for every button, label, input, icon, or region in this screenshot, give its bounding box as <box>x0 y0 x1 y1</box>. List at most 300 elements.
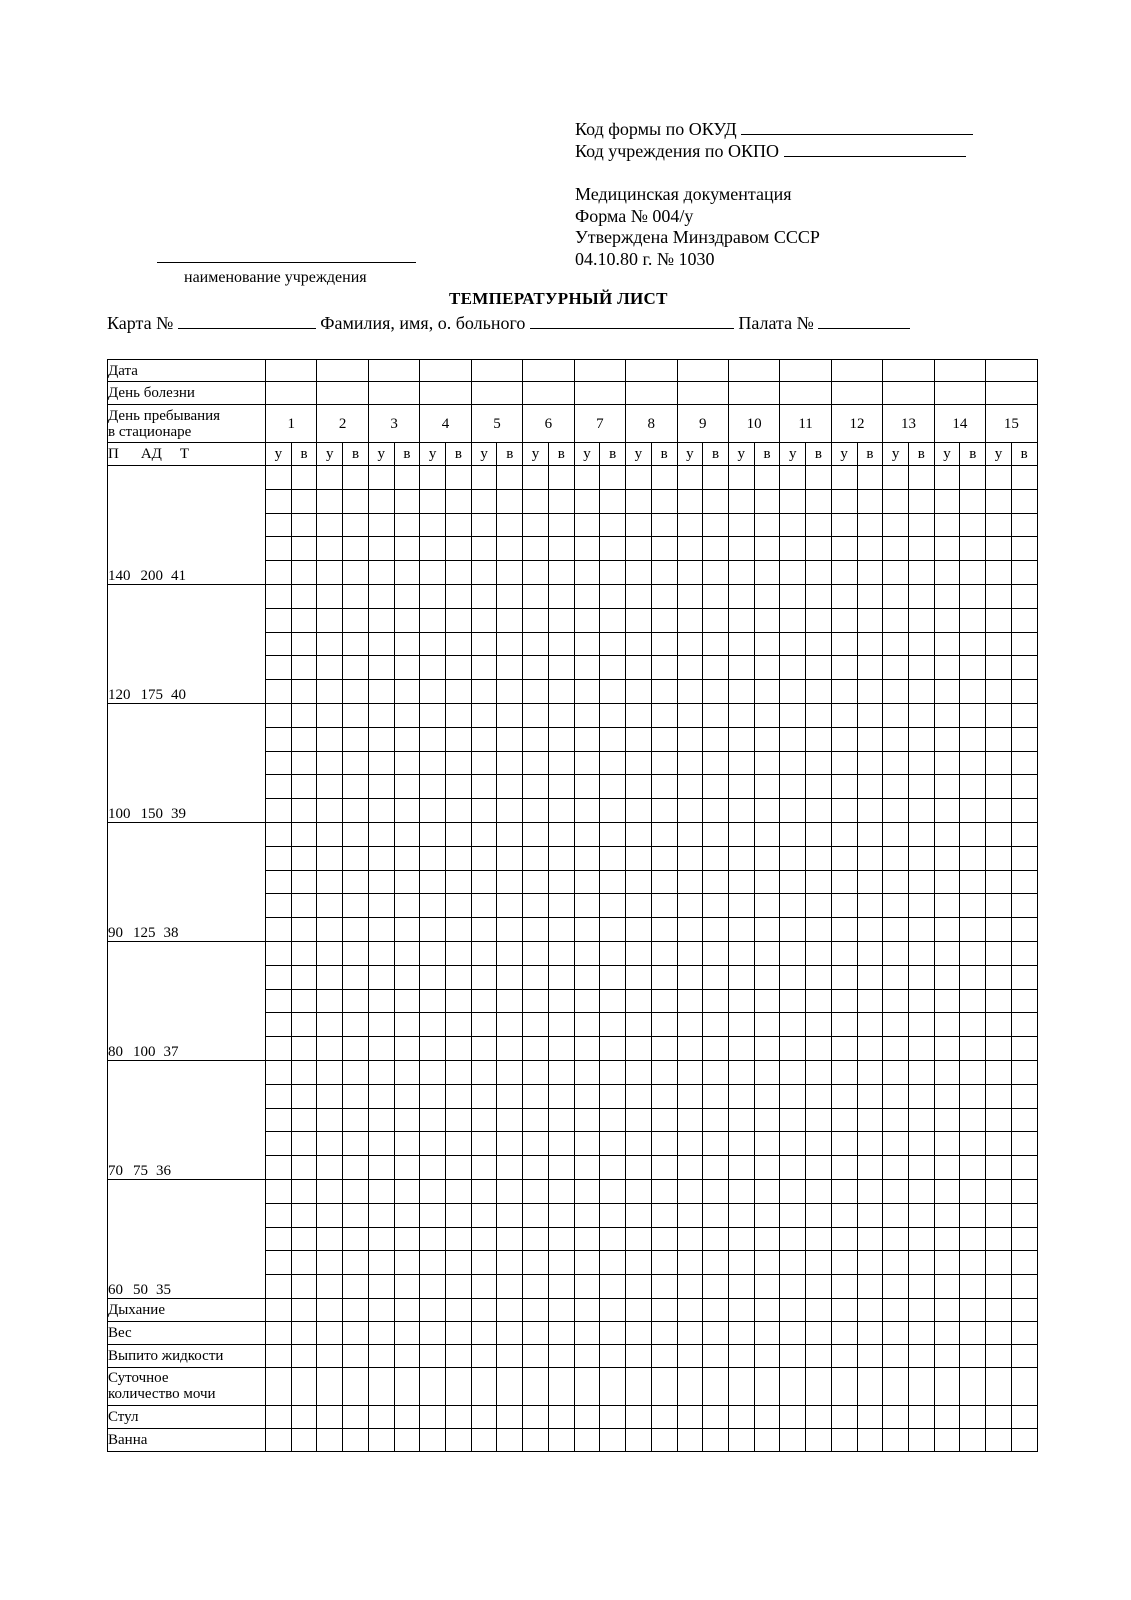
bottom-row-1-cell[interactable] <box>548 1321 574 1344</box>
bottom-row-2-cell[interactable] <box>394 1344 420 1367</box>
grid-cell[interactable] <box>420 1275 446 1299</box>
grid-cell[interactable] <box>497 870 523 894</box>
bottom-row-4-cell[interactable] <box>831 1405 857 1428</box>
grid-cell[interactable] <box>831 1084 857 1108</box>
bottom-row-1-cell[interactable] <box>831 1321 857 1344</box>
grid-cell[interactable] <box>574 680 600 704</box>
grid-cell[interactable] <box>600 608 626 632</box>
grid-cell[interactable] <box>523 965 549 989</box>
grid-cell[interactable] <box>1011 703 1037 727</box>
bottom-row-3-cell[interactable] <box>394 1367 420 1405</box>
grid-cell[interactable] <box>986 466 1012 490</box>
grid-cell[interactable] <box>831 656 857 680</box>
grid-cell[interactable] <box>523 799 549 823</box>
grid-cell[interactable] <box>651 703 677 727</box>
bottom-row-4-cell[interactable] <box>266 1405 292 1428</box>
grid-cell[interactable] <box>446 1084 472 1108</box>
grid-cell[interactable] <box>446 703 472 727</box>
grid-cell[interactable] <box>651 918 677 942</box>
grid-cell[interactable] <box>343 1037 369 1061</box>
grid-cell[interactable] <box>548 727 574 751</box>
grid-cell[interactable] <box>574 1179 600 1203</box>
grid-cell[interactable] <box>266 656 292 680</box>
bottom-row-1-cell[interactable] <box>291 1321 317 1344</box>
grid-cell[interactable] <box>471 989 497 1013</box>
bottom-row-1-cell[interactable] <box>394 1321 420 1344</box>
grid-cell[interactable] <box>831 822 857 846</box>
grid-cell[interactable] <box>703 1060 729 1084</box>
grid-cell[interactable] <box>497 894 523 918</box>
grid-cell[interactable] <box>908 870 934 894</box>
grid-cell[interactable] <box>703 632 729 656</box>
grid-cell[interactable] <box>266 1084 292 1108</box>
bottom-row-2-cell[interactable] <box>677 1344 703 1367</box>
bottom-row-5-cell[interactable] <box>291 1428 317 1451</box>
bottom-row-1-cell[interactable] <box>986 1321 1012 1344</box>
grid-cell[interactable] <box>883 751 909 775</box>
grid-cell[interactable] <box>908 846 934 870</box>
grid-cell[interactable] <box>266 1275 292 1299</box>
bottom-row-2-cell[interactable] <box>806 1344 832 1367</box>
grid-cell[interactable] <box>471 584 497 608</box>
grid-cell[interactable] <box>291 1132 317 1156</box>
grid-cell[interactable] <box>291 584 317 608</box>
grid-cell[interactable] <box>600 1108 626 1132</box>
grid-cell[interactable] <box>960 989 986 1013</box>
grid-cell[interactable] <box>960 584 986 608</box>
grid-cell[interactable] <box>471 751 497 775</box>
grid-cell[interactable] <box>728 989 754 1013</box>
grid-cell[interactable] <box>548 537 574 561</box>
grid-cell[interactable] <box>857 1156 883 1180</box>
grid-cell[interactable] <box>548 466 574 490</box>
grid-cell[interactable] <box>626 918 652 942</box>
bottom-row-3-cell[interactable] <box>523 1367 549 1405</box>
grid-cell[interactable] <box>677 918 703 942</box>
grid-cell[interactable] <box>960 680 986 704</box>
grid-cell[interactable] <box>420 894 446 918</box>
grid-cell[interactable] <box>831 846 857 870</box>
grid-cell[interactable] <box>934 584 960 608</box>
grid-cell[interactable] <box>1011 846 1037 870</box>
grid-cell[interactable] <box>266 1203 292 1227</box>
grid-cell[interactable] <box>626 1227 652 1251</box>
grid-cell[interactable] <box>394 1227 420 1251</box>
bottom-row-3-cell[interactable] <box>600 1367 626 1405</box>
grid-cell[interactable] <box>317 680 343 704</box>
bottom-row-2-cell[interactable] <box>266 1344 292 1367</box>
grid-cell[interactable] <box>1011 1013 1037 1037</box>
grid-cell[interactable] <box>317 489 343 513</box>
grid-cell[interactable] <box>1011 727 1037 751</box>
grid-cell[interactable] <box>831 1156 857 1180</box>
grid-cell[interactable] <box>754 941 780 965</box>
grid-cell[interactable] <box>574 608 600 632</box>
grid-cell[interactable] <box>806 1132 832 1156</box>
bottom-row-4-cell[interactable] <box>446 1405 472 1428</box>
grid-cell[interactable] <box>908 680 934 704</box>
bottom-row-2-cell[interactable] <box>960 1344 986 1367</box>
bottom-row-5-cell[interactable] <box>523 1428 549 1451</box>
grid-cell[interactable] <box>317 894 343 918</box>
grid-cell[interactable] <box>857 608 883 632</box>
bottom-row-5-cell[interactable] <box>446 1428 472 1451</box>
grid-cell[interactable] <box>986 489 1012 513</box>
grid-cell[interactable] <box>986 1037 1012 1061</box>
grid-cell[interactable] <box>806 822 832 846</box>
grid-cell[interactable] <box>780 537 806 561</box>
grid-cell[interactable] <box>523 918 549 942</box>
grid-cell[interactable] <box>986 918 1012 942</box>
grid-cell[interactable] <box>806 846 832 870</box>
grid-cell[interactable] <box>574 537 600 561</box>
grid-cell[interactable] <box>548 1275 574 1299</box>
grid-cell[interactable] <box>420 965 446 989</box>
grid-cell[interactable] <box>626 727 652 751</box>
grid-cell[interactable] <box>471 1227 497 1251</box>
grid-cell[interactable] <box>394 703 420 727</box>
grid-cell[interactable] <box>986 513 1012 537</box>
bottom-row-5-cell[interactable] <box>651 1428 677 1451</box>
grid-cell[interactable] <box>908 894 934 918</box>
grid-cell[interactable] <box>883 1037 909 1061</box>
grid-cell[interactable] <box>317 1179 343 1203</box>
grid-cell[interactable] <box>677 466 703 490</box>
grid-cell[interactable] <box>1011 989 1037 1013</box>
grid-cell[interactable] <box>780 894 806 918</box>
grid-cell[interactable] <box>728 1251 754 1275</box>
grid-cell[interactable] <box>548 870 574 894</box>
grid-cell[interactable] <box>626 632 652 656</box>
grid-cell[interactable] <box>986 632 1012 656</box>
grid-cell[interactable] <box>420 918 446 942</box>
grid-cell[interactable] <box>471 537 497 561</box>
grid-cell[interactable] <box>523 513 549 537</box>
grid-cell[interactable] <box>471 1275 497 1299</box>
grid-cell[interactable] <box>934 751 960 775</box>
bottom-row-2-cell[interactable] <box>703 1344 729 1367</box>
grid-cell[interactable] <box>677 822 703 846</box>
grid-cell[interactable] <box>266 1013 292 1037</box>
grid-cell[interactable] <box>703 775 729 799</box>
grid-cell[interactable] <box>754 608 780 632</box>
grid-cell[interactable] <box>368 1084 394 1108</box>
grid-cell[interactable] <box>291 680 317 704</box>
bottom-row-2-cell[interactable] <box>780 1344 806 1367</box>
grid-cell[interactable] <box>574 584 600 608</box>
grid-cell[interactable] <box>934 1108 960 1132</box>
grid-cell[interactable] <box>780 1108 806 1132</box>
grid-cell[interactable] <box>677 1060 703 1084</box>
grid-cell[interactable] <box>960 1132 986 1156</box>
grid-cell[interactable] <box>266 680 292 704</box>
bottom-row-4-cell[interactable] <box>934 1405 960 1428</box>
grid-cell[interactable] <box>497 513 523 537</box>
grid-cell[interactable] <box>548 489 574 513</box>
grid-cell[interactable] <box>986 1179 1012 1203</box>
grid-cell[interactable] <box>317 1013 343 1037</box>
grid-cell[interactable] <box>728 1013 754 1037</box>
grid-cell[interactable] <box>266 1179 292 1203</box>
grid-cell[interactable] <box>574 918 600 942</box>
grid-cell[interactable] <box>523 1060 549 1084</box>
grid-cell[interactable] <box>394 680 420 704</box>
grid-cell[interactable] <box>394 1013 420 1037</box>
grid-cell[interactable] <box>754 537 780 561</box>
grid-cell[interactable] <box>317 466 343 490</box>
grid-cell[interactable] <box>446 799 472 823</box>
grid-cell[interactable] <box>548 1108 574 1132</box>
grid-cell[interactable] <box>368 727 394 751</box>
grid-cell[interactable] <box>883 870 909 894</box>
grid-cell[interactable] <box>960 775 986 799</box>
grid-cell[interactable] <box>831 989 857 1013</box>
grid-cell[interactable] <box>497 1132 523 1156</box>
grid-cell[interactable] <box>446 918 472 942</box>
grid-cell[interactable] <box>600 1275 626 1299</box>
grid-cell[interactable] <box>831 965 857 989</box>
grid-cell[interactable] <box>728 1060 754 1084</box>
grid-cell[interactable] <box>960 941 986 965</box>
bottom-row-0-cell[interactable] <box>703 1298 729 1321</box>
grid-cell[interactable] <box>497 1179 523 1203</box>
grid-cell[interactable] <box>394 1037 420 1061</box>
bottom-row-0-cell[interactable] <box>368 1298 394 1321</box>
grid-cell[interactable] <box>883 1013 909 1037</box>
grid-cell[interactable] <box>831 513 857 537</box>
bottom-row-2-cell[interactable] <box>934 1344 960 1367</box>
grid-cell[interactable] <box>291 822 317 846</box>
grid-cell[interactable] <box>986 941 1012 965</box>
grid-cell[interactable] <box>806 1084 832 1108</box>
grid-cell[interactable] <box>651 1037 677 1061</box>
grid-cell[interactable] <box>780 680 806 704</box>
bottom-row-0-cell[interactable] <box>857 1298 883 1321</box>
grid-cell[interactable] <box>857 1275 883 1299</box>
grid-cell[interactable] <box>266 1060 292 1084</box>
bottom-row-1-cell[interactable] <box>420 1321 446 1344</box>
grid-cell[interactable] <box>497 727 523 751</box>
grid-cell[interactable] <box>497 1251 523 1275</box>
grid-cell[interactable] <box>626 1084 652 1108</box>
grid-cell[interactable] <box>471 1013 497 1037</box>
grid-cell[interactable] <box>677 1132 703 1156</box>
grid-cell[interactable] <box>780 1084 806 1108</box>
grid-cell[interactable] <box>1011 775 1037 799</box>
date-row-cell[interactable] <box>317 360 368 382</box>
grid-cell[interactable] <box>343 489 369 513</box>
grid-cell[interactable] <box>471 1108 497 1132</box>
grid-cell[interactable] <box>780 1179 806 1203</box>
grid-cell[interactable] <box>343 1251 369 1275</box>
grid-cell[interactable] <box>471 489 497 513</box>
grid-cell[interactable] <box>986 656 1012 680</box>
grid-cell[interactable] <box>703 537 729 561</box>
grid-cell[interactable] <box>600 513 626 537</box>
bottom-row-2-cell[interactable] <box>420 1344 446 1367</box>
grid-cell[interactable] <box>754 822 780 846</box>
grid-cell[interactable] <box>317 1084 343 1108</box>
grid-cell[interactable] <box>343 799 369 823</box>
grid-cell[interactable] <box>523 537 549 561</box>
grid-cell[interactable] <box>394 941 420 965</box>
bottom-row-5-cell[interactable] <box>394 1428 420 1451</box>
grid-cell[interactable] <box>600 632 626 656</box>
bottom-row-1-cell[interactable] <box>343 1321 369 1344</box>
grid-cell[interactable] <box>291 1275 317 1299</box>
grid-cell[interactable] <box>651 1013 677 1037</box>
grid-cell[interactable] <box>986 775 1012 799</box>
grid-cell[interactable] <box>523 1013 549 1037</box>
bottom-row-5-cell[interactable] <box>548 1428 574 1451</box>
grid-cell[interactable] <box>471 1037 497 1061</box>
grid-cell[interactable] <box>497 1275 523 1299</box>
grid-cell[interactable] <box>857 822 883 846</box>
grid-cell[interactable] <box>266 751 292 775</box>
grid-cell[interactable] <box>420 537 446 561</box>
grid-cell[interactable] <box>883 918 909 942</box>
grid-cell[interactable] <box>368 870 394 894</box>
grid-cell[interactable] <box>934 656 960 680</box>
bottom-row-0-cell[interactable] <box>806 1298 832 1321</box>
grid-cell[interactable] <box>806 561 832 585</box>
grid-cell[interactable] <box>497 799 523 823</box>
bottom-row-4-cell[interactable] <box>471 1405 497 1428</box>
grid-cell[interactable] <box>574 894 600 918</box>
grid-cell[interactable] <box>317 941 343 965</box>
bottom-row-3-cell[interactable] <box>831 1367 857 1405</box>
bottom-row-0-cell[interactable] <box>574 1298 600 1321</box>
grid-cell[interactable] <box>934 775 960 799</box>
grid-cell[interactable] <box>883 846 909 870</box>
grid-cell[interactable] <box>883 656 909 680</box>
grid-cell[interactable] <box>883 989 909 1013</box>
bottom-row-5-cell[interactable] <box>883 1428 909 1451</box>
bottom-row-4-cell[interactable] <box>908 1405 934 1428</box>
grid-cell[interactable] <box>497 466 523 490</box>
grid-cell[interactable] <box>626 1060 652 1084</box>
bottom-row-4-cell[interactable] <box>420 1405 446 1428</box>
grid-cell[interactable] <box>831 1132 857 1156</box>
bottom-row-2-cell[interactable] <box>651 1344 677 1367</box>
grid-cell[interactable] <box>857 775 883 799</box>
grid-cell[interactable] <box>420 1060 446 1084</box>
grid-cell[interactable] <box>600 1251 626 1275</box>
grid-cell[interactable] <box>986 1060 1012 1084</box>
illness-day-row-cell[interactable] <box>626 382 677 405</box>
grid-cell[interactable] <box>934 870 960 894</box>
illness-day-row-cell[interactable] <box>831 382 882 405</box>
grid-cell[interactable] <box>600 1060 626 1084</box>
grid-cell[interactable] <box>754 466 780 490</box>
grid-cell[interactable] <box>806 775 832 799</box>
grid-cell[interactable] <box>420 584 446 608</box>
grid-cell[interactable] <box>986 799 1012 823</box>
grid-cell[interactable] <box>446 1179 472 1203</box>
grid-cell[interactable] <box>780 775 806 799</box>
bottom-row-3-cell[interactable] <box>651 1367 677 1405</box>
grid-cell[interactable] <box>291 561 317 585</box>
grid-cell[interactable] <box>831 1227 857 1251</box>
grid-cell[interactable] <box>908 918 934 942</box>
grid-cell[interactable] <box>960 799 986 823</box>
bottom-row-3-cell[interactable] <box>471 1367 497 1405</box>
grid-cell[interactable] <box>626 680 652 704</box>
grid-cell[interactable] <box>703 489 729 513</box>
grid-cell[interactable] <box>883 561 909 585</box>
bottom-row-1-cell[interactable] <box>754 1321 780 1344</box>
grid-cell[interactable] <box>394 799 420 823</box>
grid-cell[interactable] <box>1011 894 1037 918</box>
grid-cell[interactable] <box>266 1251 292 1275</box>
grid-cell[interactable] <box>651 1108 677 1132</box>
grid-cell[interactable] <box>497 608 523 632</box>
grid-cell[interactable] <box>728 1203 754 1227</box>
grid-cell[interactable] <box>317 989 343 1013</box>
grid-cell[interactable] <box>343 466 369 490</box>
bottom-row-4-cell[interactable] <box>600 1405 626 1428</box>
grid-cell[interactable] <box>394 822 420 846</box>
grid-cell[interactable] <box>343 846 369 870</box>
grid-cell[interactable] <box>471 1084 497 1108</box>
grid-cell[interactable] <box>677 1227 703 1251</box>
grid-cell[interactable] <box>548 1084 574 1108</box>
grid-cell[interactable] <box>574 989 600 1013</box>
grid-cell[interactable] <box>960 1084 986 1108</box>
grid-cell[interactable] <box>600 703 626 727</box>
grid-cell[interactable] <box>368 584 394 608</box>
grid-cell[interactable] <box>343 656 369 680</box>
bottom-row-4-cell[interactable] <box>317 1405 343 1428</box>
grid-cell[interactable] <box>600 656 626 680</box>
grid-cell[interactable] <box>780 989 806 1013</box>
okud-field[interactable] <box>741 118 973 135</box>
grid-cell[interactable] <box>291 608 317 632</box>
grid-cell[interactable] <box>600 941 626 965</box>
grid-cell[interactable] <box>728 894 754 918</box>
grid-cell[interactable] <box>831 1108 857 1132</box>
grid-cell[interactable] <box>908 489 934 513</box>
bottom-row-0-cell[interactable] <box>600 1298 626 1321</box>
grid-cell[interactable] <box>600 537 626 561</box>
grid-cell[interactable] <box>780 703 806 727</box>
bottom-row-1-cell[interactable] <box>806 1321 832 1344</box>
grid-cell[interactable] <box>548 918 574 942</box>
grid-cell[interactable] <box>574 489 600 513</box>
bottom-row-0-cell[interactable] <box>420 1298 446 1321</box>
grid-cell[interactable] <box>934 703 960 727</box>
grid-cell[interactable] <box>548 561 574 585</box>
grid-cell[interactable] <box>986 1275 1012 1299</box>
grid-cell[interactable] <box>908 537 934 561</box>
grid-cell[interactable] <box>1011 680 1037 704</box>
grid-cell[interactable] <box>780 466 806 490</box>
grid-cell[interactable] <box>883 1203 909 1227</box>
grid-cell[interactable] <box>651 537 677 561</box>
grid-cell[interactable] <box>368 846 394 870</box>
grid-cell[interactable] <box>806 608 832 632</box>
grid-cell[interactable] <box>291 894 317 918</box>
grid-cell[interactable] <box>420 703 446 727</box>
grid-cell[interactable] <box>523 466 549 490</box>
grid-cell[interactable] <box>1011 1037 1037 1061</box>
grid-cell[interactable] <box>446 680 472 704</box>
grid-cell[interactable] <box>626 608 652 632</box>
grid-cell[interactable] <box>677 965 703 989</box>
grid-cell[interactable] <box>934 632 960 656</box>
grid-cell[interactable] <box>343 965 369 989</box>
grid-cell[interactable] <box>266 513 292 537</box>
